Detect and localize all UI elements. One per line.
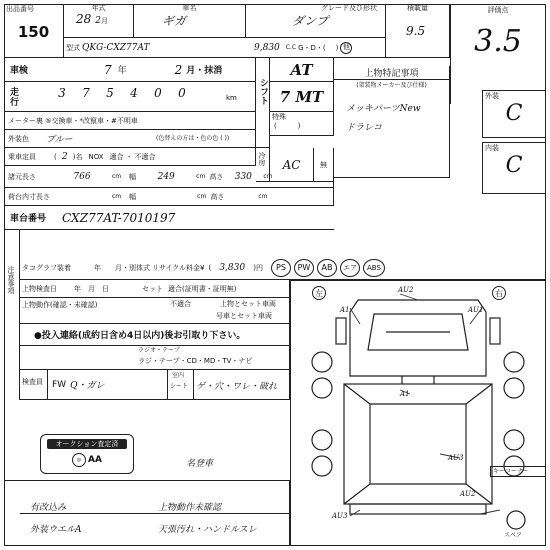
recycle-label: リサイクル料金¥ xyxy=(152,263,205,272)
exterior-cell xyxy=(482,90,546,138)
radio-label: ラジオ・テープ xyxy=(138,347,180,354)
dimensions-width: 249 xyxy=(157,171,175,182)
note1-right: 上物動作未確認 xyxy=(158,503,222,513)
shift-at: AT xyxy=(290,61,313,79)
room-cell xyxy=(168,370,194,400)
body-inspection-text: 年 月 日 xyxy=(74,284,109,293)
notes-line2: ドラレコ xyxy=(346,123,383,133)
option-air: エア xyxy=(340,259,360,277)
cargo-label: 荷台内寸長さ xyxy=(8,192,50,201)
shift-label-cell xyxy=(256,58,270,148)
interior-grade: C xyxy=(505,153,523,178)
notes-title: 上物特記事項 xyxy=(334,66,449,80)
cargo-unit: cm xyxy=(258,193,268,200)
body-operation-label: 上物動作(確認・未確認) xyxy=(22,301,98,309)
left-side-label: 左 xyxy=(312,286,326,300)
cargo-height-label: 高さ xyxy=(210,192,225,201)
ac-none: 無 xyxy=(320,161,327,169)
inspection-month-unit: 月・抹消 xyxy=(186,66,223,76)
interior-label: 内装 xyxy=(485,144,499,152)
cargo-width-label: 幅 xyxy=(129,192,137,201)
notice-text: ●投入連絡(成約日含め4日以内)後お引取り下さい。 xyxy=(34,331,246,341)
fuel-close: ) xyxy=(335,43,339,52)
nox-label: NOX xyxy=(88,152,104,161)
seat-cell xyxy=(194,370,290,400)
tacho-year-unit: 年 xyxy=(94,263,101,272)
mark-right-front: AU1 xyxy=(468,306,484,314)
grade-value: ダンプ xyxy=(292,14,329,28)
recycle-close: )円 xyxy=(253,263,263,272)
auction-badge-line1: オークション査定済 xyxy=(47,439,127,449)
shift-mt-cell xyxy=(270,82,334,112)
mark-rear-right: AU3 xyxy=(448,454,464,462)
body-set-label: セット xyxy=(142,284,163,293)
inspection-month: 2 xyxy=(174,62,183,77)
cc-value: 9,830 xyxy=(254,42,280,53)
body-number-label: 号車とセット車両 xyxy=(216,312,272,320)
model-cell xyxy=(134,4,246,38)
side-note-column xyxy=(4,230,20,400)
dimensions-unit: cm xyxy=(196,173,206,180)
score-cell xyxy=(450,4,546,84)
dimensions-width-label: 幅 xyxy=(129,172,137,181)
dimensions-height-label: 高さ xyxy=(209,172,224,181)
body-set-options: 適合(証明書・証明無) xyxy=(168,284,237,293)
fuel-text: G・D・( xyxy=(298,43,326,52)
mileage-digit: 5 xyxy=(106,86,114,100)
color-label: 外装色 xyxy=(8,134,29,143)
month-value: 2 xyxy=(95,16,102,26)
note2-left: 外装ウエルA xyxy=(30,525,82,535)
fw-label: FW xyxy=(52,379,67,390)
inspection-label: 車検 xyxy=(10,66,29,76)
type-value: QKG-CXZ77AT xyxy=(82,42,150,53)
inspection-year-unit: 年 xyxy=(117,66,127,76)
inspection-year: 7 xyxy=(104,62,112,77)
cargo-unit: cm xyxy=(197,193,207,200)
radio-text: ラジ・テープ・CD・MD・TV・ナビ xyxy=(138,357,253,365)
tacho-label: タコグラフ装着 xyxy=(22,263,71,272)
model-value: ギガ xyxy=(162,14,187,28)
mileage-digit: 0 xyxy=(178,86,186,100)
truck-outline xyxy=(290,280,546,546)
option-ps: PS xyxy=(271,259,291,277)
inspector-label: 検査員 xyxy=(22,378,43,386)
color-row xyxy=(4,130,256,148)
color-value: ブルー xyxy=(46,135,73,145)
score-label: 評価点 xyxy=(487,6,509,14)
fw-cell xyxy=(48,370,168,400)
seat-label: シート xyxy=(170,383,189,390)
dimensions-row xyxy=(4,166,334,188)
ac-value: AC xyxy=(282,158,301,172)
radio-row xyxy=(20,346,290,370)
notes-block xyxy=(334,66,450,178)
tacho-month-text: 月・別体式 xyxy=(115,263,150,272)
dimensions-height: 330 xyxy=(234,171,252,182)
nox-ok: 適合 xyxy=(109,152,124,161)
year-label: 年式 xyxy=(91,4,106,12)
capacity-unit: 名 xyxy=(75,152,83,161)
body-inspection-label: 上物検査日 xyxy=(22,284,57,293)
color-code-label: (色替えの方は・色の色 ( )) xyxy=(156,135,230,142)
grade-label: グレード及び形状 xyxy=(321,4,377,12)
auction-badge xyxy=(40,434,134,474)
fuel-other: 他 xyxy=(340,42,352,54)
type-label: 型式 xyxy=(66,43,80,52)
lot-cell xyxy=(4,4,64,58)
mileage-digit: 0 xyxy=(154,86,162,100)
type-cell xyxy=(64,38,386,58)
special-cell xyxy=(270,112,334,136)
year-cell xyxy=(64,4,134,38)
dimensions-length: 766 xyxy=(73,171,91,182)
auction-badge-line2: AA xyxy=(88,455,102,465)
side-vertical-text: 注意事項 xyxy=(7,266,15,294)
mileage-digit: 4 xyxy=(130,86,138,100)
body-equip-row xyxy=(20,280,290,298)
option-abs: ABS xyxy=(363,259,385,277)
lot-number: 150 xyxy=(17,23,50,41)
mileage-unit: km xyxy=(226,94,237,102)
mark-top: AU2 xyxy=(398,286,414,294)
option-ab: AB xyxy=(317,259,337,277)
chassis-label: 車台番号 xyxy=(10,214,47,224)
cargo-row xyxy=(4,188,334,206)
dimensions-label: 諸元長さ xyxy=(8,172,36,181)
exterior-label: 外装 xyxy=(485,92,499,100)
capacity-row: 乗車定員 ( 2 ) 名 NOX 適合 ・ 不適合 xyxy=(4,148,256,166)
month-unit: 月 xyxy=(101,17,109,25)
dimensions-unit: cm xyxy=(112,173,122,180)
score-value: 3.5 xyxy=(474,24,522,59)
capacity-label: 乗車定員 xyxy=(8,152,36,161)
score-divider xyxy=(450,4,451,104)
special-label: 特殊 xyxy=(272,113,286,121)
chassis-row xyxy=(4,206,334,230)
mark-mid: A1 xyxy=(400,390,410,398)
mark-left-front: A1 xyxy=(340,306,350,314)
body-not-ok: 不適合 xyxy=(170,300,191,308)
room-label: 室内 xyxy=(172,372,185,379)
mileage-row xyxy=(4,82,256,112)
shift-mt: 7 MT xyxy=(279,88,324,106)
inspection-row xyxy=(4,58,256,82)
notice-row xyxy=(20,324,290,346)
inspector-cell xyxy=(20,370,48,400)
ac-label: 冷房 xyxy=(258,152,266,166)
capacity-value: 2 xyxy=(61,151,68,162)
load-label: 積載量 xyxy=(407,4,428,12)
right-side-label: 右 xyxy=(492,286,506,300)
interior-cell xyxy=(482,142,546,194)
tacho-row: タコグラフ装着 年 月・別体式 リサイクル料金¥ ( 3,830 )円 PS PW AB エア ABS xyxy=(20,256,546,280)
exterior-grade: C xyxy=(505,101,523,126)
cargo-unit: cm xyxy=(112,193,122,200)
mark-bottom-right: AU2 xyxy=(460,490,476,498)
cc-unit: C.C xyxy=(285,44,297,51)
option-pw: PW xyxy=(294,259,314,277)
notes-subtitle: (架装物メーカー及び仕様) xyxy=(356,82,427,89)
shift-at-cell xyxy=(270,58,334,82)
mileage-digit: 3 xyxy=(58,86,66,100)
recycle-value: 3,830 xyxy=(219,262,246,273)
dimensions-unit: cm xyxy=(263,173,273,180)
note2-right: 天張汚れ・ハンドルスレ xyxy=(158,525,257,535)
meter-row xyxy=(4,112,256,130)
load-cell xyxy=(386,4,450,58)
notes-line1: メッキパーツNew xyxy=(346,104,421,114)
meter-text: メーター裏 ⑤交換車・*改竄車・#不明車 xyxy=(8,117,138,125)
mileage-label: 走行 xyxy=(10,88,20,108)
key-corner-label: キーコーナー xyxy=(490,466,546,477)
named-vehicle: 名登車 xyxy=(186,459,214,469)
body-operation-row xyxy=(20,298,290,324)
seat-text: ゲ・穴・ワレ・破れ xyxy=(196,382,278,392)
load-value: 9.5 xyxy=(406,24,426,38)
year-value: 28 xyxy=(76,12,92,26)
lot-label: 出品番号 xyxy=(6,5,34,13)
grade-cell xyxy=(246,4,386,38)
model-label: 車名 xyxy=(182,4,197,12)
mileage-digit: 7 xyxy=(82,86,90,100)
special-paren: ( ) xyxy=(274,122,301,130)
chassis-value: CXZ77AT-7010197 xyxy=(62,210,176,225)
nox-ng: 不適合 xyxy=(134,152,156,161)
shift-label: シフト xyxy=(258,78,268,105)
mark-rear-left: AU3 xyxy=(332,512,348,520)
auction-logo-icon: ◎ xyxy=(72,453,86,467)
fw-value: Q・ガレ xyxy=(70,381,105,391)
spare-label: スペア xyxy=(504,532,523,539)
body-set-with: 上物とセット車両 xyxy=(220,300,276,308)
note1-left: 有改込み xyxy=(30,503,67,513)
